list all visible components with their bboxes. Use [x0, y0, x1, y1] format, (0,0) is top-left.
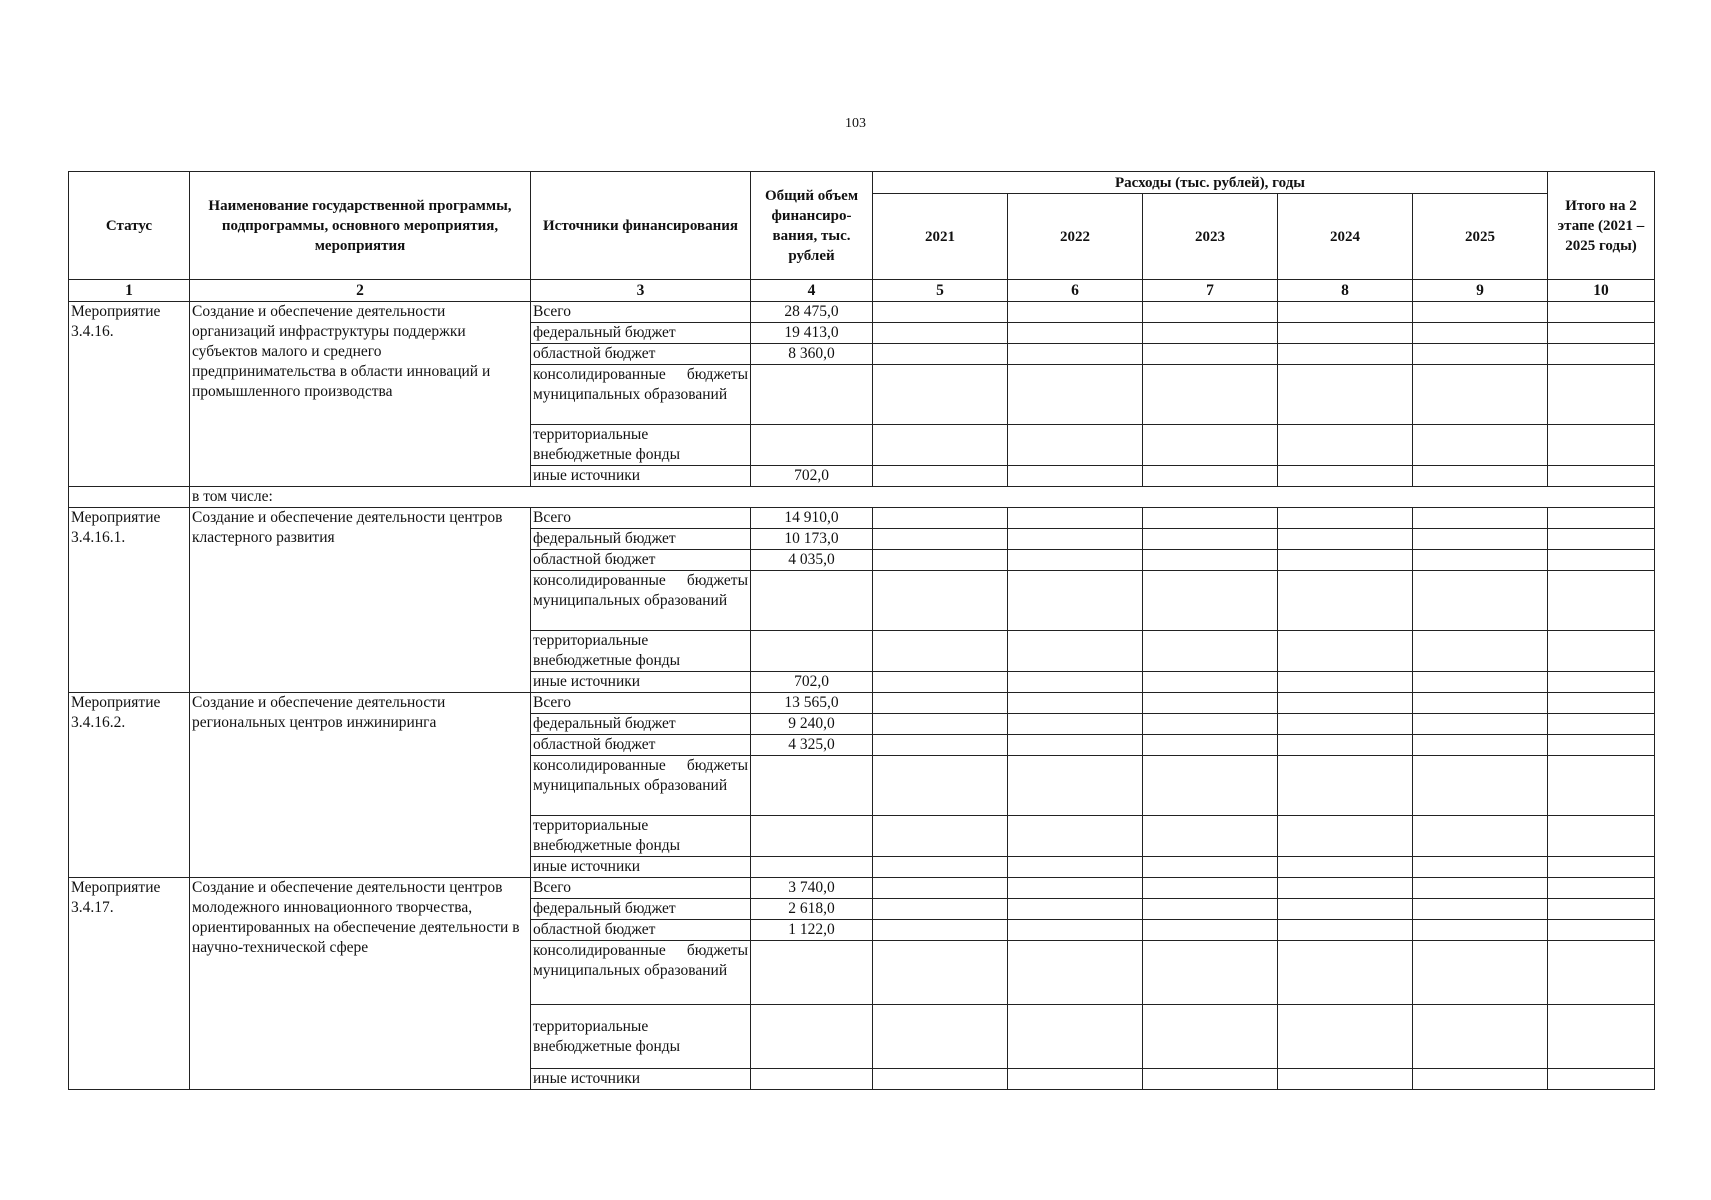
year-cell: [873, 550, 1008, 571]
stage-total-cell: [1548, 920, 1655, 941]
year-cell: [1278, 365, 1413, 425]
year-cell: [1143, 550, 1278, 571]
financing-table: [68, 171, 1655, 1090]
source-label: областной бюджет: [531, 920, 751, 941]
year-cell: [1278, 302, 1413, 323]
column-number: 2: [190, 280, 531, 302]
year-cell: [1008, 344, 1143, 365]
stage-total-cell: [1548, 878, 1655, 899]
year-cell: [873, 756, 1008, 816]
year-cell: [1008, 1005, 1143, 1069]
year-cell: [1143, 941, 1278, 1005]
table-row: [69, 878, 1655, 899]
table-row: [69, 693, 1655, 714]
column-number: 6: [1008, 280, 1143, 302]
total-volume-cell: 28 475,0: [751, 302, 873, 323]
year-cell: [1413, 631, 1548, 672]
year-cell: [1278, 323, 1413, 344]
year-cell: [1008, 1069, 1143, 1090]
column-numbers-row: [69, 280, 1655, 302]
header-year: 2023: [1143, 194, 1278, 280]
column-number: 1: [69, 280, 190, 302]
year-cell: [1278, 529, 1413, 550]
year-cell: [1413, 365, 1548, 425]
year-cell: [1278, 920, 1413, 941]
stage-total-cell: [1548, 425, 1655, 466]
activity-name: Создание и обеспечение деятельности региональных центров инжиниринга: [190, 693, 531, 878]
source-label: территориальные внебюджетные фонды: [531, 1005, 751, 1069]
activity-status: Мероприятие 3.4.16.2.: [69, 693, 190, 878]
year-cell: [1278, 899, 1413, 920]
year-cell: [1413, 693, 1548, 714]
column-number: 9: [1413, 280, 1548, 302]
year-cell: [1278, 1005, 1413, 1069]
year-cell: [1143, 466, 1278, 487]
stage-total-cell: [1548, 631, 1655, 672]
including-row: [69, 487, 1655, 508]
year-cell: [1008, 508, 1143, 529]
year-cell: [1278, 693, 1413, 714]
year-cell: [1008, 816, 1143, 857]
year-cell: [1008, 529, 1143, 550]
total-volume-cell: 702,0: [751, 466, 873, 487]
year-cell: [1143, 365, 1278, 425]
total-volume-cell: 10 173,0: [751, 529, 873, 550]
year-cell: [1278, 508, 1413, 529]
year-cell: [873, 302, 1008, 323]
year-cell: [1008, 735, 1143, 756]
year-cell: [1143, 693, 1278, 714]
year-cell: [1413, 735, 1548, 756]
source-label: иные источники: [531, 1069, 751, 1090]
year-cell: [873, 631, 1008, 672]
year-cell: [1278, 878, 1413, 899]
year-cell: [1413, 323, 1548, 344]
total-volume-cell: [751, 425, 873, 466]
year-cell: [1143, 878, 1278, 899]
year-cell: [1008, 631, 1143, 672]
source-label: консолидированные бюджеты муниципальных образований: [531, 365, 751, 425]
year-cell: [873, 693, 1008, 714]
year-cell: [1413, 857, 1548, 878]
year-cell: [1413, 920, 1548, 941]
source-label: областной бюджет: [531, 344, 751, 365]
activity-status: Мероприятие 3.4.17.: [69, 878, 190, 1090]
stage-total-cell: [1548, 1069, 1655, 1090]
column-number: 7: [1143, 280, 1278, 302]
year-cell: [1008, 302, 1143, 323]
column-number: 4: [751, 280, 873, 302]
year-cell: [1278, 571, 1413, 631]
table-row: [69, 508, 1655, 529]
year-cell: [1143, 857, 1278, 878]
year-cell: [1278, 344, 1413, 365]
year-cell: [873, 920, 1008, 941]
year-cell: [1143, 1069, 1278, 1090]
year-cell: [1143, 302, 1278, 323]
total-volume-cell: 19 413,0: [751, 323, 873, 344]
year-cell: [1008, 693, 1143, 714]
year-cell: [873, 344, 1008, 365]
total-volume-cell: 702,0: [751, 672, 873, 693]
year-cell: [873, 878, 1008, 899]
source-label: федеральный бюджет: [531, 714, 751, 735]
total-volume-cell: [751, 1069, 873, 1090]
year-cell: [1413, 508, 1548, 529]
source-label: Всего: [531, 693, 751, 714]
year-cell: [1413, 816, 1548, 857]
header-status: Статус: [69, 172, 190, 280]
stage-total-cell: [1548, 756, 1655, 816]
year-cell: [1278, 466, 1413, 487]
header-name: Наименование государственной программы, подпрограммы, основного мероприятия, мероприятия: [190, 172, 531, 280]
activity-status: Мероприятие 3.4.16.: [69, 302, 190, 487]
stage-total-cell: [1548, 672, 1655, 693]
year-cell: [873, 899, 1008, 920]
activity-name: Создание и обеспечение деятельности центров молодежного инновационного творчества, ориентированных на обеспечение деятельности в научно-технической сфере: [190, 878, 531, 1090]
year-cell: [1008, 899, 1143, 920]
total-volume-cell: 9 240,0: [751, 714, 873, 735]
total-volume-cell: 4 035,0: [751, 550, 873, 571]
stage-total-cell: [1548, 344, 1655, 365]
total-volume-cell: [751, 816, 873, 857]
year-cell: [1143, 344, 1278, 365]
column-number: 5: [873, 280, 1008, 302]
year-cell: [1143, 899, 1278, 920]
header-total-volume: Общий объем финансиро-вания, тыс. рублей: [751, 172, 873, 280]
year-cell: [1008, 672, 1143, 693]
stage-total-cell: [1548, 735, 1655, 756]
year-cell: [1008, 878, 1143, 899]
year-cell: [1278, 857, 1413, 878]
total-volume-cell: 8 360,0: [751, 344, 873, 365]
source-label: Всего: [531, 878, 751, 899]
year-cell: [1143, 631, 1278, 672]
year-cell: [873, 816, 1008, 857]
year-cell: [1008, 920, 1143, 941]
source-label: федеральный бюджет: [531, 899, 751, 920]
empty-cell: [69, 487, 190, 508]
header-year: 2021: [873, 194, 1008, 280]
year-cell: [1413, 302, 1548, 323]
year-cell: [1413, 756, 1548, 816]
source-label: консолидированные бюджеты муниципальных образований: [531, 756, 751, 816]
total-volume-cell: [751, 1005, 873, 1069]
activity-name: Создание и обеспечение деятельности организаций инфраструктуры поддержки субъектов малого и среднего предпринимательства в области инноваций и промышленного производства: [190, 302, 531, 487]
header-year: 2025: [1413, 194, 1548, 280]
total-volume-cell: [751, 857, 873, 878]
year-cell: [1278, 735, 1413, 756]
stage-total-cell: [1548, 529, 1655, 550]
year-cell: [873, 941, 1008, 1005]
year-cell: [1278, 816, 1413, 857]
column-number: 3: [531, 280, 751, 302]
stage-total-cell: [1548, 508, 1655, 529]
year-cell: [1008, 571, 1143, 631]
year-cell: [873, 323, 1008, 344]
year-cell: [1143, 816, 1278, 857]
year-cell: [1413, 878, 1548, 899]
source-label: иные источники: [531, 857, 751, 878]
source-label: консолидированные бюджеты муниципальных образований: [531, 571, 751, 631]
year-cell: [1008, 756, 1143, 816]
source-label: федеральный бюджет: [531, 529, 751, 550]
year-cell: [873, 672, 1008, 693]
year-cell: [873, 857, 1008, 878]
source-label: иные источники: [531, 466, 751, 487]
table-row: [69, 302, 1655, 323]
total-volume-cell: [751, 571, 873, 631]
activity-status: Мероприятие 3.4.16.1.: [69, 508, 190, 693]
year-cell: [1413, 550, 1548, 571]
year-cell: [1278, 1069, 1413, 1090]
year-cell: [1143, 735, 1278, 756]
source-label: консолидированные бюджеты муниципальных образований: [531, 941, 751, 1005]
stage-total-cell: [1548, 323, 1655, 344]
source-label: территориальные внебюджетные фонды: [531, 425, 751, 466]
header-expenses-group: Расходы (тыс. рублей), годы: [873, 172, 1548, 194]
source-label: федеральный бюджет: [531, 323, 751, 344]
year-cell: [873, 714, 1008, 735]
header-year: 2024: [1278, 194, 1413, 280]
year-cell: [1278, 672, 1413, 693]
year-cell: [1008, 857, 1143, 878]
year-cell: [873, 1005, 1008, 1069]
year-cell: [1413, 941, 1548, 1005]
total-volume-cell: 2 618,0: [751, 899, 873, 920]
year-cell: [1008, 714, 1143, 735]
year-cell: [1278, 550, 1413, 571]
year-cell: [1008, 466, 1143, 487]
year-cell: [1278, 714, 1413, 735]
stage-total-cell: [1548, 714, 1655, 735]
year-cell: [1143, 425, 1278, 466]
stage-total-cell: [1548, 857, 1655, 878]
total-volume-cell: [751, 365, 873, 425]
year-cell: [1143, 756, 1278, 816]
year-cell: [1413, 1069, 1548, 1090]
year-cell: [1413, 425, 1548, 466]
column-number: 10: [1548, 280, 1655, 302]
year-cell: [873, 735, 1008, 756]
year-cell: [873, 425, 1008, 466]
year-cell: [1143, 508, 1278, 529]
stage-total-cell: [1548, 899, 1655, 920]
year-cell: [1143, 323, 1278, 344]
year-cell: [1413, 571, 1548, 631]
year-cell: [873, 508, 1008, 529]
stage-total-cell: [1548, 1005, 1655, 1069]
year-cell: [1413, 1005, 1548, 1069]
year-cell: [1008, 365, 1143, 425]
year-cell: [1413, 672, 1548, 693]
stage-total-cell: [1548, 550, 1655, 571]
year-cell: [1143, 571, 1278, 631]
year-cell: [1413, 344, 1548, 365]
header-year: 2022: [1008, 194, 1143, 280]
source-label: областной бюджет: [531, 550, 751, 571]
year-cell: [873, 571, 1008, 631]
source-label: территориальные внебюджетные фонды: [531, 631, 751, 672]
including-label: в том числе:: [190, 487, 1655, 508]
column-number: 8: [1278, 280, 1413, 302]
source-label: областной бюджет: [531, 735, 751, 756]
total-volume-cell: 1 122,0: [751, 920, 873, 941]
year-cell: [1143, 672, 1278, 693]
year-cell: [1413, 466, 1548, 487]
year-cell: [1008, 550, 1143, 571]
year-cell: [873, 466, 1008, 487]
year-cell: [1413, 714, 1548, 735]
year-cell: [1143, 714, 1278, 735]
header-sources: Источники финансирования: [531, 172, 751, 280]
activity-name: Создание и обеспечение деятельности центров кластерного развития: [190, 508, 531, 693]
year-cell: [1008, 323, 1143, 344]
total-volume-cell: [751, 631, 873, 672]
source-label: Всего: [531, 508, 751, 529]
header-stage-total: Итого на 2 этапе (2021 – 2025 годы): [1548, 172, 1655, 280]
year-cell: [1413, 899, 1548, 920]
year-cell: [1278, 425, 1413, 466]
year-cell: [1278, 631, 1413, 672]
stage-total-cell: [1548, 365, 1655, 425]
year-cell: [1143, 1005, 1278, 1069]
year-cell: [1278, 941, 1413, 1005]
total-volume-cell: 13 565,0: [751, 693, 873, 714]
year-cell: [873, 529, 1008, 550]
source-label: иные источники: [531, 672, 751, 693]
source-label: территориальные внебюджетные фонды: [531, 816, 751, 857]
year-cell: [1143, 529, 1278, 550]
stage-total-cell: [1548, 941, 1655, 1005]
stage-total-cell: [1548, 571, 1655, 631]
stage-total-cell: [1548, 466, 1655, 487]
total-volume-cell: 14 910,0: [751, 508, 873, 529]
total-volume-cell: 3 740,0: [751, 878, 873, 899]
year-cell: [1278, 756, 1413, 816]
total-volume-cell: 4 325,0: [751, 735, 873, 756]
year-cell: [873, 1069, 1008, 1090]
stage-total-cell: [1548, 302, 1655, 323]
year-cell: [1413, 529, 1548, 550]
year-cell: [1008, 941, 1143, 1005]
total-volume-cell: [751, 941, 873, 1005]
stage-total-cell: [1548, 693, 1655, 714]
page-number: 103: [845, 116, 866, 131]
year-cell: [1143, 920, 1278, 941]
total-volume-cell: [751, 756, 873, 816]
year-cell: [873, 365, 1008, 425]
year-cell: [1008, 425, 1143, 466]
stage-total-cell: [1548, 816, 1655, 857]
source-label: Всего: [531, 302, 751, 323]
